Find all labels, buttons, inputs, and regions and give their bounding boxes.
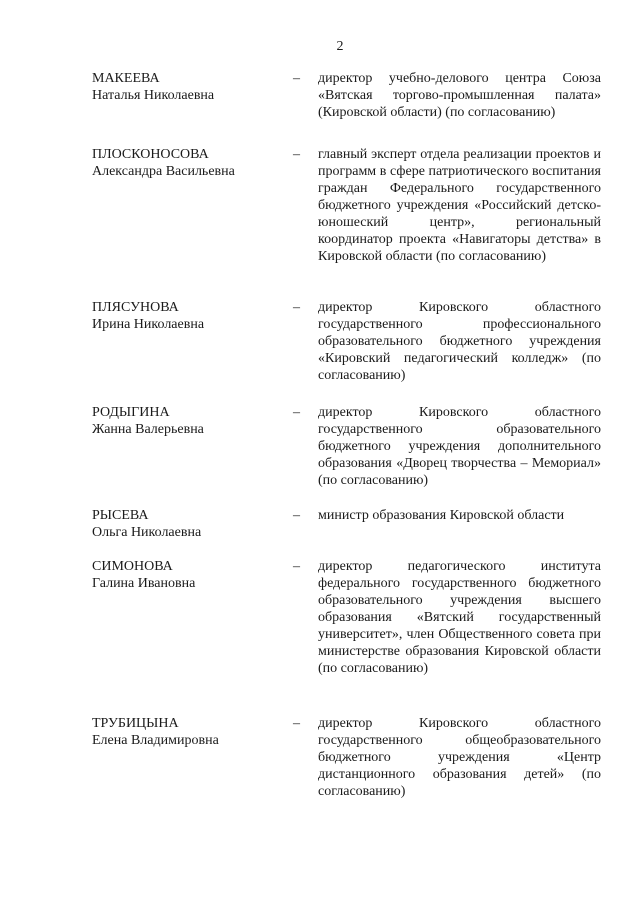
member-dash: –: [293, 71, 300, 86]
member-description: директор Кировского областного государственного профессионального образовательного бюджетного учреждения «Кировский педагогический колледж» (по согласованию): [318, 300, 601, 383]
member-name: [92, 299, 292, 333]
member-surname: МАКЕЕВА: [92, 71, 160, 86]
member-given-names: Ирина Николаевна: [92, 317, 205, 332]
member-given-names: Александра Васильевна: [92, 164, 235, 179]
member-name: [92, 507, 292, 541]
member-entry: [0, 146, 640, 299]
member-name: [92, 70, 292, 104]
member-entry: [0, 507, 640, 558]
member-entry: [0, 299, 640, 404]
member-list: [0, 70, 640, 815]
member-description: главный эксперт отдела реализации проектов и программ в сфере патриотического воспитания граждан Федерального государственного бюджетного учреждения «Российский детско-юношеский центр», региональный координатор проекта «Навигаторы детства» в Кировской области (по согласованию): [318, 147, 601, 264]
member-given-names: Елена Владимировна: [92, 733, 219, 748]
member-description: директор педагогического института федерального государственного бюджетного образовательного учреждения высшего образования «Вятский государственный университет», член Общественного совета при министерстве образования Кировской области (по согласованию): [318, 559, 601, 676]
member-dash: –: [293, 559, 300, 574]
member-name: [92, 404, 292, 438]
member-surname: СИМОНОВА: [92, 559, 173, 574]
member-surname: РОДЫГИНА: [92, 405, 170, 420]
member-given-names: Галина Ивановна: [92, 576, 196, 591]
member-description: директор Кировского областного государственного образовательного бюджетного учреждения дополнительного образования «Дворец творчества – Мемориал» (по согласованию): [318, 405, 601, 488]
member-surname: ПЛОСКОНОСОВА: [92, 147, 209, 162]
page-number: 2: [336, 39, 344, 54]
member-entry: [0, 70, 640, 146]
member-description: директор Кировского областного государственного общеобразовательного бюджетного учреждения «Центр дистанционного образования детей» (по согласованию): [318, 716, 601, 799]
member-name: [92, 715, 292, 749]
member-name: [92, 558, 292, 592]
member-surname: ПЛЯСУНОВА: [92, 300, 179, 315]
member-dash: –: [293, 300, 300, 315]
member-entry: [0, 558, 640, 715]
member-given-names: Ольга Николаевна: [92, 525, 202, 540]
member-given-names: Наталья Николаевна: [92, 88, 215, 103]
member-surname: ТРУБИЦЫНА: [92, 716, 179, 731]
member-entry: [0, 715, 640, 815]
member-dash: –: [293, 405, 300, 420]
member-given-names: Жанна Валерьевна: [92, 422, 204, 437]
member-description: министр образования Кировской области: [318, 508, 565, 523]
member-name: [92, 146, 292, 180]
member-description: директор учебно-делового центра Союза «Вятская торгово-промышленная палата» (Кировской области) (по согласованию): [318, 71, 601, 120]
member-dash: –: [293, 508, 300, 523]
member-surname: РЫСЕВА: [92, 508, 149, 523]
member-dash: –: [293, 716, 300, 731]
member-dash: –: [293, 147, 300, 162]
member-entry: [0, 404, 640, 507]
